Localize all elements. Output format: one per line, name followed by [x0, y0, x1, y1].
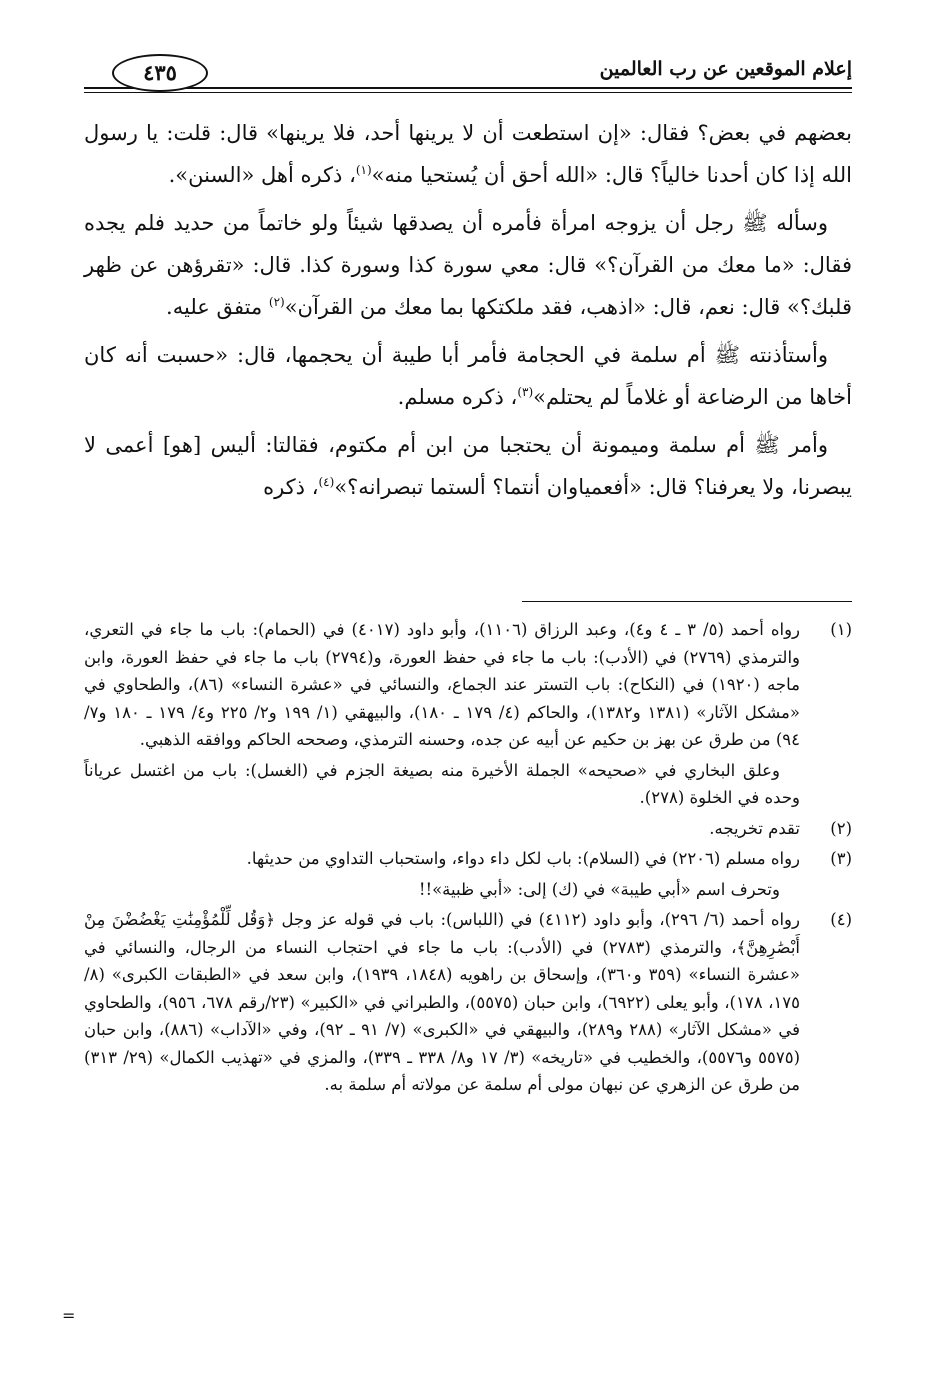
footnote-number: (٣) — [830, 849, 852, 868]
footnote-4 — [84, 906, 852, 1099]
continuation-mark: = — [62, 1306, 76, 1325]
paragraph-text: بعضهم في بعض؟ فقال: «إن استطعت أن لا يرينها أحد، فلا يرينها» قال: قلت: يا رسول الله إذا كان أحدنا خالياً؟ قال: «الله أحق أن يُستحيا منه» — [84, 121, 852, 187]
page-number: ٤٣٥ — [112, 54, 208, 92]
paragraph-text-tail: متفق عليه. — [166, 295, 269, 319]
footnote-ref[interactable]: (١) — [355, 163, 372, 177]
paragraph-text: وأمر ﷺ أم سلمة وميمونة أن يحتجبا من ابن أم مكتوم، فقالتا: أليس [هو] أعمى لا يبصرنا، ولا يعرفنا؟ قال: «أفعمياوان أنتما؟ ألستما تبصرانه؟» — [84, 433, 852, 499]
footnote-body — [84, 815, 800, 843]
paragraph-1 — [84, 112, 852, 196]
paragraph-text-tail: ، ذكره — [263, 475, 319, 499]
footnote-1 — [84, 616, 852, 812]
paragraph-2 — [84, 202, 852, 328]
page-header — [84, 50, 852, 98]
footnote-text: تقدم تخريجه. — [709, 818, 800, 838]
main-text — [84, 112, 852, 514]
footnote-ref[interactable]: (٢) — [268, 295, 285, 309]
header-rule — [84, 87, 852, 89]
paragraph-text: وأستأذنته ﷺ أم سلمة في الحجامة فأمر أبا طيبة أن يحجمها، قال: «حسبت أنه كان أخاها من الرضاعة أو غلاماً لم يحتلم» — [84, 343, 852, 409]
footnote-3 — [84, 845, 852, 903]
header-rule-thin — [84, 92, 852, 93]
paragraph-text: وسأله ﷺ رجل أن يزوجه امرأة فأمره أن يصدقها شيئاً ولو خاتماً من حديد فلم يجده فقال: «ما معك من القرآن؟» قال: معي سورة كذا وسورة كذا. قال: «تقرؤهن عن ظهر قلبك؟» قال: نعم، قال: «اذهب، فقد ملكتكها بما معك من القرآن» — [84, 211, 852, 319]
paragraph-text-tail: ، ذكره أهل «السنن». — [168, 163, 356, 187]
paragraph-text-tail: ، ذكره مسلم. — [397, 385, 518, 409]
footnote-number: (٢) — [830, 818, 852, 838]
footnotes — [84, 616, 852, 1102]
footnote-ref[interactable]: (٣) — [517, 385, 534, 399]
footnote-body — [84, 845, 800, 903]
footnote-text: رواه أحمد (٥/ ٣ ـ ٤ و٤)، وعبد الرزاق (١١٠٦)، وأبو داود (٤٠١٧) في (الحمام): باب ما جاء في التعري، والترمذي (٢٧٦٩) في (الأدب): باب ما جاء في حفظ العورة، و(٢٧٩٤) باب ما جاء في حفظ العورة، وابن ماجه (١٩٢٠) في (النكاح): باب التستر عند الجماع، والنسائي في «عشرة النساء» (٨٦)، والطحاوي في «مشكل الآثار» (١٣٨١ و١٣٨٢)، والحاكم (٤/ ١٧٩ ـ ١٨٠)، والبيهقي (١/ ١٩٩ و٢/ ٢٢٥ و٤/ ١٧٩ ـ ١٨٠ و٧/ ٩٤) من طرق عن بهز بن حكيم عن أبيه عن جده، وحسنه الترمذي، وصححه الحاكم ووافقه الذهبي. — [84, 620, 801, 749]
paragraph-4 — [84, 424, 852, 508]
footnote-number: (٤) — [830, 910, 852, 929]
footnote-text: وتحرف اسم «أبي طيبة» في (ك) إلى: «أبي ظبية»!! — [418, 879, 780, 899]
footnote-divider — [522, 601, 852, 602]
footnote-text: وعلق البخاري في «صحيحه» الجملة الأخيرة منه بصيغة الجزم في (الغسل): باب من اغتسل عرياناً وحده في الخلوة (٢٧٨). — [84, 760, 800, 807]
footnote-body — [84, 616, 800, 812]
footnote-ref[interactable]: (٤) — [318, 475, 335, 489]
footnote-body — [84, 906, 800, 1099]
footnote-2 — [84, 815, 852, 843]
running-title: إعلام الموقعين عن رب العالمين — [599, 58, 852, 80]
footnote-text: رواه أحمد (٦/ ٢٩٦)، وأبو داود (٤١١٢) في (اللباس): باب في قوله عز وجل ﴿وَقُل لِّلْمُؤْمِنَٰتِ يَغْضُضْنَ مِنْ أَبْصَٰرِهِنَّ﴾، والترمذي (٢٧٨٣) في (الأدب): باب ما جاء في احتجاب النساء من الرجال، والنسائي في «عشرة النساء» (٣٥٩ و٣٦٠)، وإسحاق بن راهويه (١٨٤٨، ١٩٣٩)، وابن سعد في «الطبقات الكبرى» (٨/ ١٧٥، ١٧٨)، وأبو يعلى (٦٩٢٢)، وابن حبان (٥٥٧٥)، والطبراني في «الكبير» (٢٣/رقم ٦٧٨، ٩٥٦)، والطحاوي في «مشكل الآثار» (٢٨٨ و٢٨٩)، والبيهقي في «الكبرى» (٧/ ٩١ ـ ٩٢)، وفي «الآداب» (٨٨٦)، وابن حبان (٥٥٧٥ و٥٥٧٦)، والخطيب في «تاريخه» (٣/ ١٧ و٨/ ٣٣٨ ـ ٣٣٩)، والمزي في «تهذيب الكمال» (٢٩/ ٣١٣) من طرق عن الزهري عن نبهان مولى أم سلمة عن مولاته أم سلمة به. — [84, 910, 801, 1094]
paragraph-3 — [84, 334, 852, 418]
footnote-number: (١) — [830, 620, 852, 639]
footnote-text: رواه مسلم (٢٢٠٦) في (السلام): باب لكل داء دواء، واستحباب التداوي من حديثها. — [246, 849, 800, 868]
